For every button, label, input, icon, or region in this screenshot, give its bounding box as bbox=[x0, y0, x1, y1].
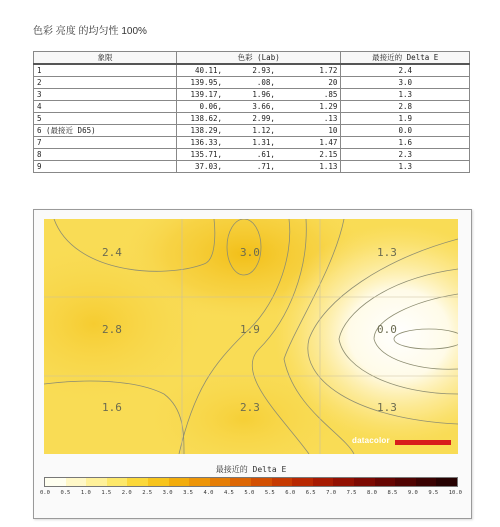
scale-tick-label: 3.0 bbox=[162, 490, 173, 496]
quadrant-9-value: 1.3 bbox=[377, 401, 397, 414]
scale-tick-label: 10.0 bbox=[448, 490, 462, 496]
scale-tick-label: 9.0 bbox=[407, 490, 418, 496]
lab-l-cell: 138.29, bbox=[176, 125, 225, 137]
quadrant-3-value: 1.3 bbox=[377, 246, 397, 259]
uniformity-table bbox=[33, 51, 470, 173]
lab-b-cell: 1.29 bbox=[278, 101, 341, 113]
scale-tick-label: 0.5 bbox=[60, 490, 71, 496]
quadrant-1-value: 2.4 bbox=[102, 246, 122, 259]
quadrant-7-value: 1.6 bbox=[102, 401, 122, 414]
scale-tick-label: 1.5 bbox=[101, 490, 112, 496]
scale-tick-label: 8.5 bbox=[387, 490, 398, 496]
quadrant-cell: 3 bbox=[34, 89, 177, 101]
scale-swatch bbox=[436, 478, 457, 486]
lab-l-cell: 136.33, bbox=[176, 137, 225, 149]
scale-tick-label: 0.0 bbox=[40, 490, 50, 496]
delta-e-cell: 1.3 bbox=[341, 161, 470, 173]
table-row bbox=[34, 77, 470, 89]
quadrant-cell: 1 bbox=[34, 64, 177, 77]
page-title: 色彩 亮度 的均匀性 100% bbox=[33, 26, 147, 37]
scale-tick-label: 6.5 bbox=[305, 490, 316, 496]
lab-a-cell: 1.31, bbox=[225, 137, 278, 149]
scale-swatch bbox=[292, 478, 313, 486]
datacolor-logo: datacolor bbox=[352, 436, 390, 445]
table-row bbox=[34, 89, 470, 101]
table-row bbox=[34, 125, 470, 137]
lab-b-cell: 10 bbox=[278, 125, 341, 137]
datacolor-logo-bar bbox=[395, 440, 451, 445]
table-row bbox=[34, 113, 470, 125]
delta-e-scale-ticks bbox=[40, 490, 462, 496]
lab-l-cell: 40.11, bbox=[176, 64, 225, 77]
lab-a-cell: 2.99, bbox=[225, 113, 278, 125]
column-header-lab: 色彩 (Lab) bbox=[176, 52, 341, 65]
scale-swatch bbox=[210, 478, 231, 486]
scale-tick-label: 5.5 bbox=[264, 490, 275, 496]
scale-tick-label: 9.5 bbox=[428, 490, 439, 496]
scale-tick-label: 2.0 bbox=[121, 490, 132, 496]
lab-a-cell: .08, bbox=[225, 77, 278, 89]
scale-tick-label: 4.5 bbox=[223, 490, 234, 496]
scale-tick-label: 4.0 bbox=[203, 490, 214, 496]
quadrant-cell: 2 bbox=[34, 77, 177, 89]
table-row bbox=[34, 101, 470, 113]
lab-l-cell: 139.17, bbox=[176, 89, 225, 101]
quadrant-2-value: 3.0 bbox=[240, 246, 260, 259]
delta-e-cell: 0.0 bbox=[341, 125, 470, 137]
quadrant-cell: 8 bbox=[34, 149, 177, 161]
lab-b-cell: 2.15 bbox=[278, 149, 341, 161]
scale-swatch bbox=[333, 478, 354, 486]
lab-l-cell: 37.03, bbox=[176, 161, 225, 173]
scale-tick-label: 6.0 bbox=[285, 490, 296, 496]
lab-a-cell: 2.93, bbox=[225, 64, 278, 77]
scale-tick-label: 1.0 bbox=[80, 490, 91, 496]
lab-l-cell: 0.06, bbox=[176, 101, 225, 113]
scale-swatch bbox=[45, 478, 66, 486]
delta-e-cell: 3.0 bbox=[341, 77, 470, 89]
lab-a-cell: 1.96, bbox=[225, 89, 278, 101]
quadrant-cell: 6 (最接近 D65) bbox=[34, 125, 177, 137]
scale-swatch bbox=[86, 478, 107, 486]
scale-swatch bbox=[148, 478, 169, 486]
scale-tick-label: 7.5 bbox=[346, 490, 357, 496]
scale-tick-label: 3.5 bbox=[183, 490, 193, 496]
lab-l-cell: 138.62, bbox=[176, 113, 225, 125]
delta-e-cell: 1.3 bbox=[341, 89, 470, 101]
quadrant-cell: 5 bbox=[34, 113, 177, 125]
scale-swatch bbox=[416, 478, 437, 486]
lab-a-cell: .71, bbox=[225, 161, 278, 173]
lab-b-cell: .85 bbox=[278, 89, 341, 101]
lab-a-cell: 1.12, bbox=[225, 125, 278, 137]
lab-b-cell: .13 bbox=[278, 113, 341, 125]
scale-swatch bbox=[66, 478, 87, 486]
quadrant-cell: 4 bbox=[34, 101, 177, 113]
lab-b-cell: 1.13 bbox=[278, 161, 341, 173]
delta-e-cell: 2.4 bbox=[341, 64, 470, 77]
legend-title: 最接近的 Delta E bbox=[215, 465, 287, 474]
lab-l-cell: 139.95, bbox=[176, 77, 225, 89]
delta-e-cell: 2.8 bbox=[341, 101, 470, 113]
lab-a-cell: 3.66, bbox=[225, 101, 278, 113]
scale-swatch bbox=[395, 478, 416, 486]
quadrant-cell: 9 bbox=[34, 161, 177, 173]
lab-b-cell: 1.47 bbox=[278, 137, 341, 149]
column-header-quadrant: 象限 bbox=[34, 52, 177, 65]
quadrant-4-value: 2.8 bbox=[102, 323, 122, 336]
scale-tick-label: 7.0 bbox=[326, 490, 337, 496]
quadrant-8-value: 2.3 bbox=[240, 401, 260, 414]
scale-swatch bbox=[127, 478, 148, 486]
scale-swatch bbox=[354, 478, 375, 486]
scale-swatch bbox=[313, 478, 334, 486]
table-header-row bbox=[34, 52, 470, 65]
scale-swatch bbox=[251, 478, 272, 486]
lab-l-cell: 135.71, bbox=[176, 149, 225, 161]
lab-a-cell: .61, bbox=[225, 149, 278, 161]
lab-b-cell: 1.72 bbox=[278, 64, 341, 77]
table-row bbox=[34, 161, 470, 173]
column-header-delta-e: 最接近的 Delta E bbox=[341, 52, 470, 65]
table-row bbox=[34, 137, 470, 149]
delta-e-cell: 1.9 bbox=[341, 113, 470, 125]
delta-e-color-scale bbox=[44, 477, 458, 487]
scale-tick-label: 2.5 bbox=[142, 490, 153, 496]
scale-swatch bbox=[230, 478, 251, 486]
scale-swatch bbox=[375, 478, 396, 486]
delta-e-cell: 2.3 bbox=[341, 149, 470, 161]
delta-e-cell: 1.6 bbox=[341, 137, 470, 149]
table-row bbox=[34, 64, 470, 77]
quadrant-6-value: 0.0 bbox=[377, 323, 397, 336]
quadrant-5-value: 1.9 bbox=[240, 323, 260, 336]
scale-swatch bbox=[169, 478, 190, 486]
scale-tick-label: 5.0 bbox=[244, 490, 255, 496]
quadrant-cell: 7 bbox=[34, 137, 177, 149]
table-row bbox=[34, 149, 470, 161]
scale-swatch bbox=[107, 478, 128, 486]
lab-b-cell: 20 bbox=[278, 77, 341, 89]
scale-swatch bbox=[189, 478, 210, 486]
scale-tick-label: 8.0 bbox=[367, 490, 377, 496]
scale-swatch bbox=[272, 478, 293, 486]
